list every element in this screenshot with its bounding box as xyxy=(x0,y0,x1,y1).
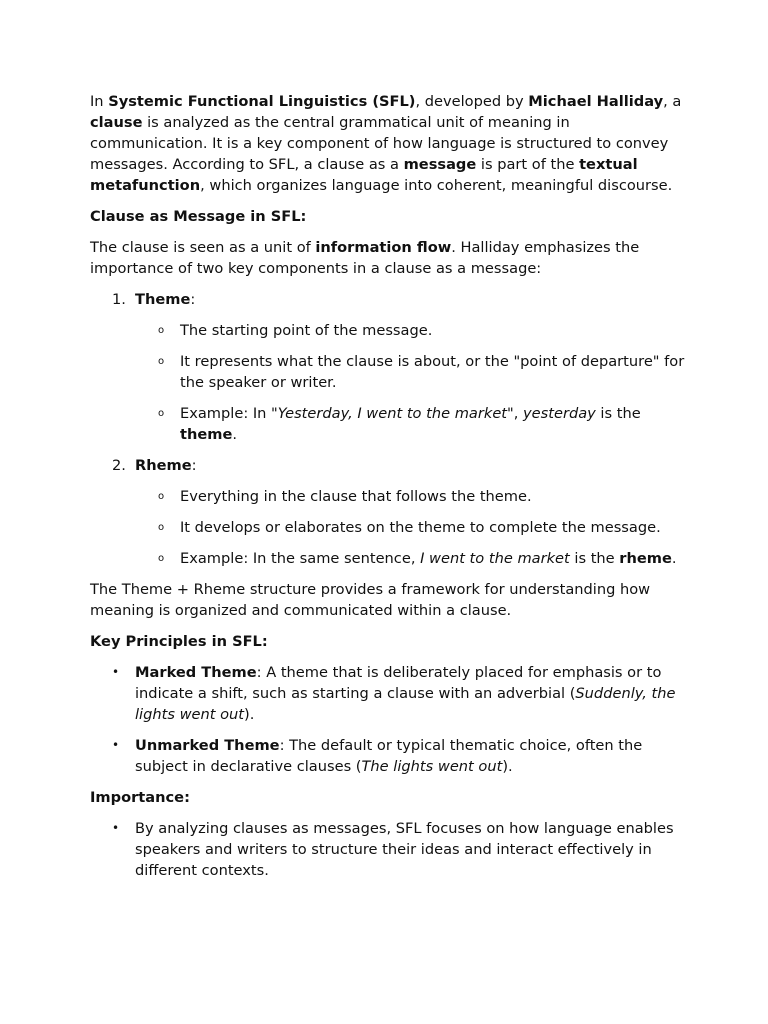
sub-bullet-marker: o xyxy=(158,325,165,336)
sub-list-item: o Everything in the clause that follows the theme. xyxy=(158,488,532,505)
intro-paragraph: In Systemic Functional Linguistics (SFL), developed by Michael Halliday, a clause is analyzed as the central grammatical unit of meaning in communication. It is a key component of how language is structured to convey messages. According to SFL, a clause as a message is part of the textual metafunction, which organizes language into coherent, meaningful discourse. xyxy=(90,93,682,194)
sub-list-item: o The starting point of the message. xyxy=(158,322,433,339)
sub-bullet-marker: o xyxy=(158,522,165,533)
section-heading-importance: Importance: xyxy=(90,789,190,806)
list-number: 1. xyxy=(112,291,126,308)
sub-list-item: o It develops or elaborates on the theme to complete the message. xyxy=(158,519,661,536)
bullet-item-marked-theme: • Marked Theme: A theme that is deliberately placed for emphasis or to indicate a shift, such as starting a clause with an adverbial (Suddenly, the lights went out). xyxy=(112,664,676,723)
sub-bullet-marker: o xyxy=(158,491,165,502)
sub-list-item: o It represents what the clause is about, or the "point of departure" for the speaker or writer. xyxy=(158,353,685,391)
bullet-marker: • xyxy=(112,738,120,752)
document-body xyxy=(90,91,690,891)
section-heading-clause-as-message: Clause as Message in SFL: xyxy=(90,208,307,225)
bullet-item-importance: • By analyzing clauses as messages, SFL focuses on how language enables speakers and writers to structure their ideas and interact effectively in different contexts. xyxy=(112,820,674,879)
sub-list-item-theme-example: o Example: In "Yesterday, I went to the market", yesterday is the theme. xyxy=(158,405,641,443)
sub-bullet-marker: o xyxy=(158,408,165,419)
rheme-label: Rheme xyxy=(135,457,192,474)
theme-label: Theme xyxy=(135,291,191,308)
structure-summary-paragraph: The Theme + Rheme structure provides a framework for understanding how meaning is organized and communicated within a clause. xyxy=(90,581,651,619)
numbered-item-rheme: 2. Rheme: xyxy=(112,457,197,474)
sub-list-item-rheme-example: o Example: In the same sentence, I went to the market is the rheme. xyxy=(158,550,677,567)
bullet-item-unmarked-theme: • Unmarked Theme: The default or typical thematic choice, often the subject in declarative clauses (The lights went out). xyxy=(112,737,643,775)
numbered-item-theme: 1. Theme: xyxy=(112,291,196,308)
sub-bullet-marker: o xyxy=(158,553,165,564)
sub-bullet-marker: o xyxy=(158,356,165,367)
list-number: 2. xyxy=(112,457,126,474)
section-heading-key-principles: Key Principles in SFL: xyxy=(90,633,268,650)
information-flow-paragraph: The clause is seen as a unit of information flow. Halliday emphasizes the importance of two key components in a clause as a message: xyxy=(90,239,640,277)
bullet-marker: • xyxy=(112,821,120,835)
bullet-marker: • xyxy=(112,665,120,679)
